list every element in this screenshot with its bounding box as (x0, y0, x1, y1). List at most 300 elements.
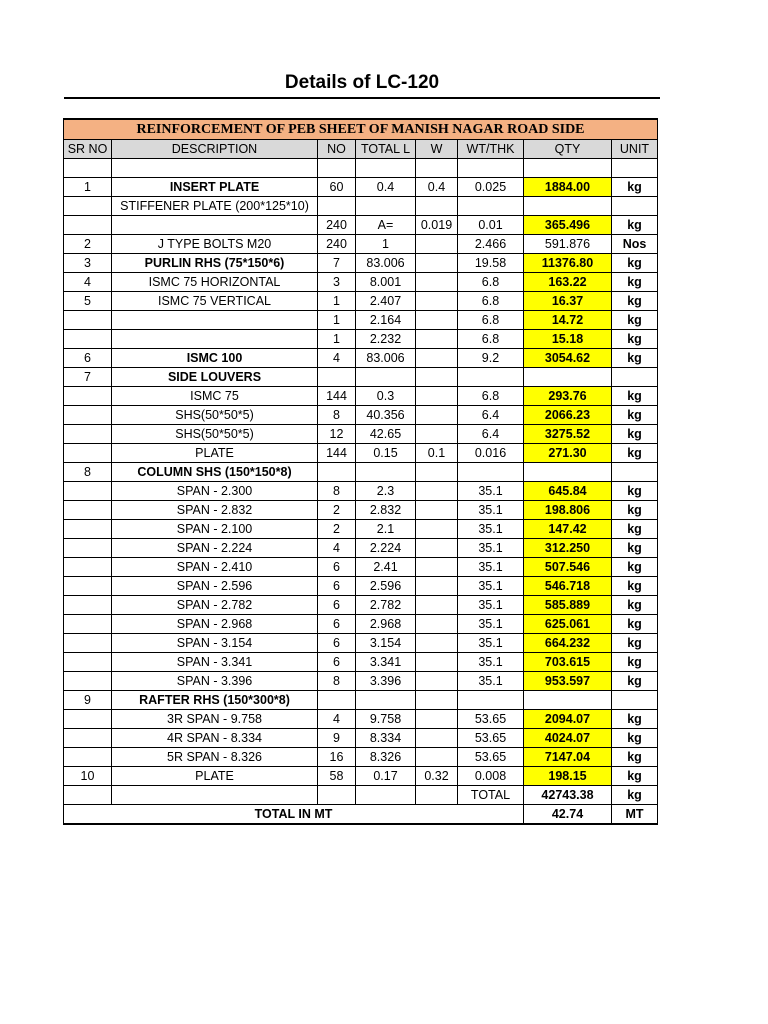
sr-no-cell (64, 729, 112, 748)
description-cell: ISMC 75 HORIZONTAL (112, 273, 318, 292)
wt-thk-cell: 19.58 (458, 254, 524, 273)
no-cell: 8 (318, 672, 356, 691)
wt-thk-cell (458, 368, 524, 387)
unit-cell: kg (612, 558, 658, 577)
total-l-cell: 3.154 (356, 634, 416, 653)
qty-cell: 16.37 (524, 292, 612, 311)
no-cell: 12 (318, 425, 356, 444)
table-row (64, 216, 658, 235)
sr-no-cell (64, 539, 112, 558)
total-mt-unit: MT (612, 805, 658, 825)
description-cell: SPAN - 2.596 (112, 577, 318, 596)
table-row (64, 596, 658, 615)
sr-no-cell (64, 425, 112, 444)
description-cell (112, 311, 318, 330)
total-l-cell (356, 197, 416, 216)
no-cell: 60 (318, 178, 356, 197)
total-unit: kg (612, 786, 658, 805)
col-header-total-l: TOTAL L (356, 140, 416, 159)
description-cell: SPAN - 2.224 (112, 539, 318, 558)
w-cell (416, 501, 458, 520)
sr-no-cell: 1 (64, 178, 112, 197)
w-cell (416, 653, 458, 672)
table-row (64, 520, 658, 539)
qty-cell: 2066.23 (524, 406, 612, 425)
no-cell: 240 (318, 216, 356, 235)
table-row (64, 748, 658, 767)
description-cell: RAFTER RHS (150*300*8) (112, 691, 318, 710)
table-row (64, 767, 658, 786)
total-l-cell: 8.001 (356, 273, 416, 292)
w-cell (416, 349, 458, 368)
qty-cell (524, 197, 612, 216)
table-row (64, 615, 658, 634)
qty-cell: 591.876 (524, 235, 612, 254)
qty-cell: 15.18 (524, 330, 612, 349)
qty-cell: 163.22 (524, 273, 612, 292)
total-l-cell: 0.4 (356, 178, 416, 197)
w-cell: 0.019 (416, 216, 458, 235)
description-cell (112, 159, 318, 178)
total-l-cell: 42.65 (356, 425, 416, 444)
no-cell: 144 (318, 387, 356, 406)
total-l-cell: 2.224 (356, 539, 416, 558)
unit-cell: kg (612, 216, 658, 235)
total-l-cell (356, 368, 416, 387)
w-cell (416, 710, 458, 729)
qty-cell: 2094.07 (524, 710, 612, 729)
description-cell: 4R SPAN - 8.334 (112, 729, 318, 748)
sr-no-cell: 4 (64, 273, 112, 292)
table-row (64, 178, 658, 197)
qty-cell: 664.232 (524, 634, 612, 653)
total-mt-label: TOTAL IN MT (64, 805, 524, 825)
wt-thk-cell: 35.1 (458, 501, 524, 520)
w-cell (416, 672, 458, 691)
w-cell (416, 330, 458, 349)
no-cell: 6 (318, 577, 356, 596)
table-heading-row (64, 119, 658, 140)
w-cell (416, 691, 458, 710)
table-row (64, 273, 658, 292)
unit-cell: kg (612, 501, 658, 520)
unit-cell: kg (612, 729, 658, 748)
w-cell (416, 197, 458, 216)
w-cell (416, 539, 458, 558)
unit-cell: kg (612, 672, 658, 691)
unit-cell: kg (612, 634, 658, 653)
table-row (64, 406, 658, 425)
description-cell: PURLIN RHS (75*150*6) (112, 254, 318, 273)
qty-cell (524, 368, 612, 387)
unit-cell: kg (612, 406, 658, 425)
qty-cell: 585.889 (524, 596, 612, 615)
qty-cell: 546.718 (524, 577, 612, 596)
unit-cell: kg (612, 615, 658, 634)
total-l-cell: 2.782 (356, 596, 416, 615)
sr-no-cell: 8 (64, 463, 112, 482)
description-cell: 3R SPAN - 9.758 (112, 710, 318, 729)
col-header-description: DESCRIPTION (112, 140, 318, 159)
no-cell (318, 159, 356, 178)
w-cell (416, 596, 458, 615)
no-cell: 7 (318, 254, 356, 273)
table-row (64, 235, 658, 254)
unit-cell (612, 159, 658, 178)
no-cell: 6 (318, 558, 356, 577)
table-heading: REINFORCEMENT OF PEB SHEET OF MANISH NAGAR ROAD SIDE (64, 119, 658, 140)
unit-cell: kg (612, 596, 658, 615)
unit-cell: kg (612, 349, 658, 368)
unit-cell (612, 197, 658, 216)
table-row (64, 482, 658, 501)
description-cell: PLATE (112, 767, 318, 786)
table-row (64, 501, 658, 520)
no-cell: 4 (318, 710, 356, 729)
table-row (64, 558, 658, 577)
sr-no-cell (64, 558, 112, 577)
wt-thk-cell: 6.8 (458, 387, 524, 406)
total-l-cell: 40.356 (356, 406, 416, 425)
no-cell: 9 (318, 729, 356, 748)
total-l-cell: 2.1 (356, 520, 416, 539)
unit-cell: kg (612, 710, 658, 729)
table-row (64, 387, 658, 406)
description-cell: SPAN - 2.410 (112, 558, 318, 577)
qty-cell: 312.250 (524, 539, 612, 558)
wt-thk-cell: 0.01 (458, 216, 524, 235)
w-cell (416, 520, 458, 539)
total-qty: 42743.38 (524, 786, 612, 805)
no-cell: 6 (318, 653, 356, 672)
wt-thk-cell: 53.65 (458, 710, 524, 729)
wt-thk-cell: 35.1 (458, 520, 524, 539)
sr-no-cell (64, 672, 112, 691)
description-cell: INSERT PLATE (112, 178, 318, 197)
no-cell (318, 463, 356, 482)
no-cell: 16 (318, 748, 356, 767)
no-cell (318, 691, 356, 710)
w-cell (416, 406, 458, 425)
description-cell: SPAN - 3.154 (112, 634, 318, 653)
unit-cell: kg (612, 444, 658, 463)
w-cell (416, 729, 458, 748)
sr-no-cell (64, 615, 112, 634)
total-l-cell (356, 159, 416, 178)
description-cell: ISMC 100 (112, 349, 318, 368)
unit-cell: kg (612, 330, 658, 349)
unit-cell: kg (612, 292, 658, 311)
total-l-cell: 2.596 (356, 577, 416, 596)
wt-thk-cell: 53.65 (458, 748, 524, 767)
empty-cell (416, 786, 458, 805)
qty-cell (524, 463, 612, 482)
sr-no-cell: 6 (64, 349, 112, 368)
description-cell: ISMC 75 (112, 387, 318, 406)
no-cell: 4 (318, 349, 356, 368)
sr-no-cell (64, 406, 112, 425)
sr-no-cell (64, 311, 112, 330)
w-cell: 0.1 (416, 444, 458, 463)
table-row (64, 425, 658, 444)
wt-thk-cell: 35.1 (458, 653, 524, 672)
empty-cell (112, 786, 318, 805)
total-l-cell: 83.006 (356, 349, 416, 368)
col-header-wt-thk: WT/THK (458, 140, 524, 159)
total-l-cell: 2.164 (356, 311, 416, 330)
no-cell: 6 (318, 596, 356, 615)
empty-cell (64, 786, 112, 805)
no-cell: 8 (318, 406, 356, 425)
sr-no-cell: 7 (64, 368, 112, 387)
table-row (64, 254, 658, 273)
sr-no-cell (64, 387, 112, 406)
table-row (64, 311, 658, 330)
total-l-cell: 1 (356, 235, 416, 254)
unit-cell: kg (612, 482, 658, 501)
total-l-cell: 8.326 (356, 748, 416, 767)
description-cell: STIFFENER PLATE (200*125*10) (112, 197, 318, 216)
description-cell: SPAN - 3.396 (112, 672, 318, 691)
w-cell (416, 368, 458, 387)
unit-cell (612, 463, 658, 482)
unit-cell: kg (612, 425, 658, 444)
sr-no-cell (64, 634, 112, 653)
table-row (64, 653, 658, 672)
no-cell (318, 368, 356, 387)
reinforcement-table (63, 118, 658, 825)
wt-thk-cell: 35.1 (458, 634, 524, 653)
total-l-cell: 9.758 (356, 710, 416, 729)
wt-thk-cell: 35.1 (458, 558, 524, 577)
qty-cell: 3054.62 (524, 349, 612, 368)
sr-no-cell (64, 197, 112, 216)
table-row (64, 197, 658, 216)
w-cell (416, 558, 458, 577)
unit-cell: kg (612, 178, 658, 197)
description-cell: SPAN - 3.341 (112, 653, 318, 672)
wt-thk-cell: 6.8 (458, 311, 524, 330)
unit-cell (612, 368, 658, 387)
table-row (64, 729, 658, 748)
no-cell: 6 (318, 615, 356, 634)
no-cell: 8 (318, 482, 356, 501)
w-cell (416, 425, 458, 444)
w-cell (416, 311, 458, 330)
unit-cell: kg (612, 653, 658, 672)
w-cell (416, 634, 458, 653)
total-l-cell: A= (356, 216, 416, 235)
qty-cell: 625.061 (524, 615, 612, 634)
unit-cell: kg (612, 273, 658, 292)
sr-no-cell (64, 748, 112, 767)
table-row (64, 539, 658, 558)
total-l-cell: 3.341 (356, 653, 416, 672)
description-cell: PLATE (112, 444, 318, 463)
qty-cell: 953.597 (524, 672, 612, 691)
no-cell: 1 (318, 311, 356, 330)
no-cell: 240 (318, 235, 356, 254)
qty-cell: 198.15 (524, 767, 612, 786)
wt-thk-cell: 9.2 (458, 349, 524, 368)
w-cell (416, 577, 458, 596)
description-cell: SPAN - 2.782 (112, 596, 318, 615)
w-cell (416, 159, 458, 178)
column-header-row (64, 140, 658, 159)
total-mt-row (64, 805, 658, 825)
table-row (64, 444, 658, 463)
qty-cell: 507.546 (524, 558, 612, 577)
description-cell: SIDE LOUVERS (112, 368, 318, 387)
sr-no-cell (64, 596, 112, 615)
description-cell: SPAN - 2.300 (112, 482, 318, 501)
no-cell: 2 (318, 520, 356, 539)
sr-no-cell (64, 482, 112, 501)
description-cell: COLUMN SHS (150*150*8) (112, 463, 318, 482)
sr-no-cell (64, 653, 112, 672)
wt-thk-cell: 6.8 (458, 273, 524, 292)
table-row (64, 672, 658, 691)
qty-cell: 703.615 (524, 653, 612, 672)
w-cell (416, 463, 458, 482)
wt-thk-cell: 35.1 (458, 482, 524, 501)
unit-cell: kg (612, 748, 658, 767)
col-header-w: W (416, 140, 458, 159)
w-cell (416, 254, 458, 273)
table-row (64, 159, 658, 178)
wt-thk-cell: 35.1 (458, 577, 524, 596)
description-cell: SPAN - 2.832 (112, 501, 318, 520)
qty-cell: 14.72 (524, 311, 612, 330)
sr-no-cell (64, 501, 112, 520)
unit-cell: kg (612, 767, 658, 786)
w-cell: 0.32 (416, 767, 458, 786)
wt-thk-cell: 6.4 (458, 425, 524, 444)
total-l-cell: 2.232 (356, 330, 416, 349)
description-cell: 5R SPAN - 8.326 (112, 748, 318, 767)
table-row (64, 463, 658, 482)
wt-thk-cell: 0.008 (458, 767, 524, 786)
no-cell: 4 (318, 539, 356, 558)
no-cell: 2 (318, 501, 356, 520)
unit-cell (612, 691, 658, 710)
qty-cell: 11376.80 (524, 254, 612, 273)
table-row (64, 368, 658, 387)
col-header-qty: QTY (524, 140, 612, 159)
total-l-cell: 2.407 (356, 292, 416, 311)
table-row (64, 292, 658, 311)
total-l-cell: 0.3 (356, 387, 416, 406)
table-row (64, 349, 658, 368)
qty-cell: 7147.04 (524, 748, 612, 767)
wt-thk-cell: 2.466 (458, 235, 524, 254)
total-row (64, 786, 658, 805)
qty-cell: 1884.00 (524, 178, 612, 197)
unit-cell: kg (612, 387, 658, 406)
wt-thk-cell: 0.016 (458, 444, 524, 463)
table-row (64, 691, 658, 710)
wt-thk-cell: 0.025 (458, 178, 524, 197)
qty-cell: 198.806 (524, 501, 612, 520)
total-l-cell: 8.334 (356, 729, 416, 748)
qty-cell: 147.42 (524, 520, 612, 539)
unit-cell: Nos (612, 235, 658, 254)
no-cell (318, 197, 356, 216)
unit-cell: kg (612, 577, 658, 596)
total-l-cell: 0.17 (356, 767, 416, 786)
wt-thk-cell (458, 691, 524, 710)
sr-no-cell: 9 (64, 691, 112, 710)
sr-no-cell: 2 (64, 235, 112, 254)
page-title: Details of LC-120 (284, 72, 440, 93)
w-cell (416, 235, 458, 254)
table-row (64, 710, 658, 729)
table-row (64, 330, 658, 349)
unit-cell: kg (612, 311, 658, 330)
no-cell: 1 (318, 330, 356, 349)
wt-thk-cell (458, 197, 524, 216)
total-l-cell (356, 463, 416, 482)
sr-no-cell (64, 444, 112, 463)
qty-cell (524, 159, 612, 178)
description-cell: ISMC 75 VERTICAL (112, 292, 318, 311)
description-cell: J TYPE BOLTS M20 (112, 235, 318, 254)
qty-cell: 4024.07 (524, 729, 612, 748)
wt-thk-cell: 6.8 (458, 292, 524, 311)
total-l-cell: 0.15 (356, 444, 416, 463)
total-l-cell: 2.3 (356, 482, 416, 501)
no-cell: 1 (318, 292, 356, 311)
wt-thk-cell (458, 159, 524, 178)
qty-cell: 645.84 (524, 482, 612, 501)
total-l-cell: 2.968 (356, 615, 416, 634)
total-l-cell: 2.832 (356, 501, 416, 520)
qty-cell: 271.30 (524, 444, 612, 463)
wt-thk-cell: 35.1 (458, 596, 524, 615)
no-cell: 3 (318, 273, 356, 292)
w-cell: 0.4 (416, 178, 458, 197)
empty-cell (356, 786, 416, 805)
sr-no-cell (64, 216, 112, 235)
w-cell (416, 615, 458, 634)
total-l-cell: 2.41 (356, 558, 416, 577)
description-cell: SHS(50*50*5) (112, 406, 318, 425)
sr-no-cell (64, 710, 112, 729)
empty-cell (318, 786, 356, 805)
wt-thk-cell: 53.65 (458, 729, 524, 748)
unit-cell: kg (612, 539, 658, 558)
w-cell (416, 292, 458, 311)
qty-cell: 3275.52 (524, 425, 612, 444)
description-cell: SHS(50*50*5) (112, 425, 318, 444)
sr-no-cell (64, 520, 112, 539)
sr-no-cell: 5 (64, 292, 112, 311)
total-l-cell: 83.006 (356, 254, 416, 273)
title-underline (64, 97, 660, 99)
total-label: TOTAL (458, 786, 524, 805)
total-mt-qty: 42.74 (524, 805, 612, 825)
wt-thk-cell: 6.4 (458, 406, 524, 425)
wt-thk-cell: 35.1 (458, 539, 524, 558)
w-cell (416, 748, 458, 767)
sr-no-cell: 10 (64, 767, 112, 786)
w-cell (416, 273, 458, 292)
description-cell: SPAN - 2.100 (112, 520, 318, 539)
description-cell: SPAN - 2.968 (112, 615, 318, 634)
description-cell (112, 216, 318, 235)
col-header-no: NO (318, 140, 356, 159)
col-header-unit: UNIT (612, 140, 658, 159)
